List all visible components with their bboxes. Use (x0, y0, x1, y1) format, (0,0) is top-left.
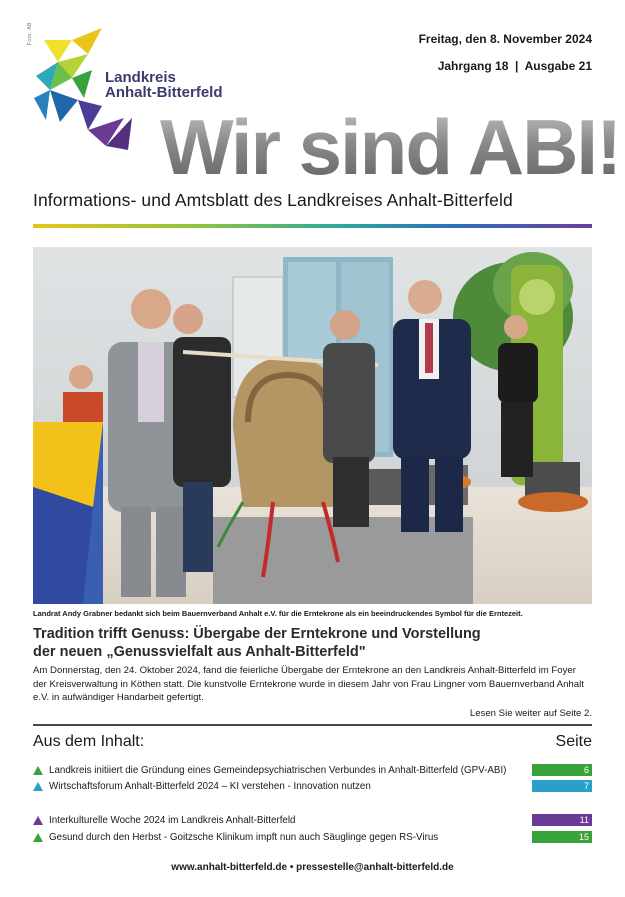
toc-item-page: 6 (532, 764, 592, 776)
toc-item-page: 15 (532, 831, 592, 843)
toc-item[interactable] (33, 764, 592, 777)
logo-line2: Anhalt-Bitterfeld (105, 84, 223, 101)
triangle-bullet-icon (33, 766, 43, 775)
article-headline (33, 625, 592, 661)
issue-date: Freitag, den 8. November 2024 (418, 32, 592, 46)
logo-line1: Landkreis (105, 69, 176, 86)
headline-line2: der neuen „Genussvielfalt aus Anhalt-Bitterfeld" (33, 644, 366, 660)
issue-number: Jahrgang 18 | Ausgabe 21 (437, 59, 592, 73)
logo-wordmark (105, 70, 223, 100)
masthead-title: Wir sind ABI! (160, 103, 621, 191)
toc-item-text: Gesund durch den Herbst - Goitzsche Klinikum impft nun auch Säuglinge gegen RS-Virus (49, 832, 439, 843)
toc-item[interactable] (33, 831, 592, 844)
publication-subtitle: Informations- und Amtsblatt des Landkreises Anhalt-Bitterfeld (33, 190, 513, 210)
triangle-bullet-icon (33, 782, 43, 791)
triangle-bullet-icon (33, 816, 43, 825)
toc-title: Aus dem Inhalt: (33, 733, 145, 750)
footer-contact[interactable]: www.anhalt-bitterfeld.de • pressestelle@anhalt-bitterfeld.de (171, 862, 454, 873)
toc-item-text: Wirtschaftsforum Anhalt-Bitterfeld 2024 – KI verstehen - Innovation nutzen (49, 781, 371, 792)
harvest-crown-photo (33, 247, 592, 604)
triangle-bullet-icon (33, 833, 43, 842)
photo-credit: Foto: AB (27, 22, 33, 46)
toc-item-page: 7 (532, 780, 592, 792)
toc-item[interactable] (33, 814, 592, 827)
toc-page-header: Seite (555, 733, 592, 750)
article-lead: Am Donnerstag, den 24. Oktober 2024, fand die feierliche Übergabe der Erntekrone an den Landkreis Anhalt-Bitterfeld im Foyer der Kreisverwaltung in Köthen statt. Die kunstvolle Erntekrone wurde in diesem Jahr von Frau Lingner vom Bauernverband Anhalt e.V. in aufwändiger Handarbeit gefertigt. (33, 665, 584, 704)
toc-item[interactable] (33, 780, 592, 793)
rainbow-divider (33, 224, 592, 228)
section-divider (33, 724, 592, 726)
photo-caption: Landrat Andy Grabner bedankt sich beim Bauernverband Anhalt e.V. für die Erntekrone als ein beeindruckendes Symbol für die Erntezeit. (33, 609, 523, 618)
headline-line1: Tradition trifft Genuss: Übergabe der Erntekrone und Vorstellung (33, 626, 481, 642)
toc-item-text: Landkreis initiiert die Gründung eines Gemeindepsychiatrischen Verbundes in Anhalt-Bitterfeld (GPV-ABI) (49, 765, 507, 776)
toc-item-page: 11 (532, 814, 592, 826)
continue-link[interactable]: Lesen Sie weiter auf Seite 2. (469, 708, 592, 719)
toc-item-text: Interkulturelle Woche 2024 im Landkreis Anhalt-Bitterfeld (49, 815, 296, 826)
